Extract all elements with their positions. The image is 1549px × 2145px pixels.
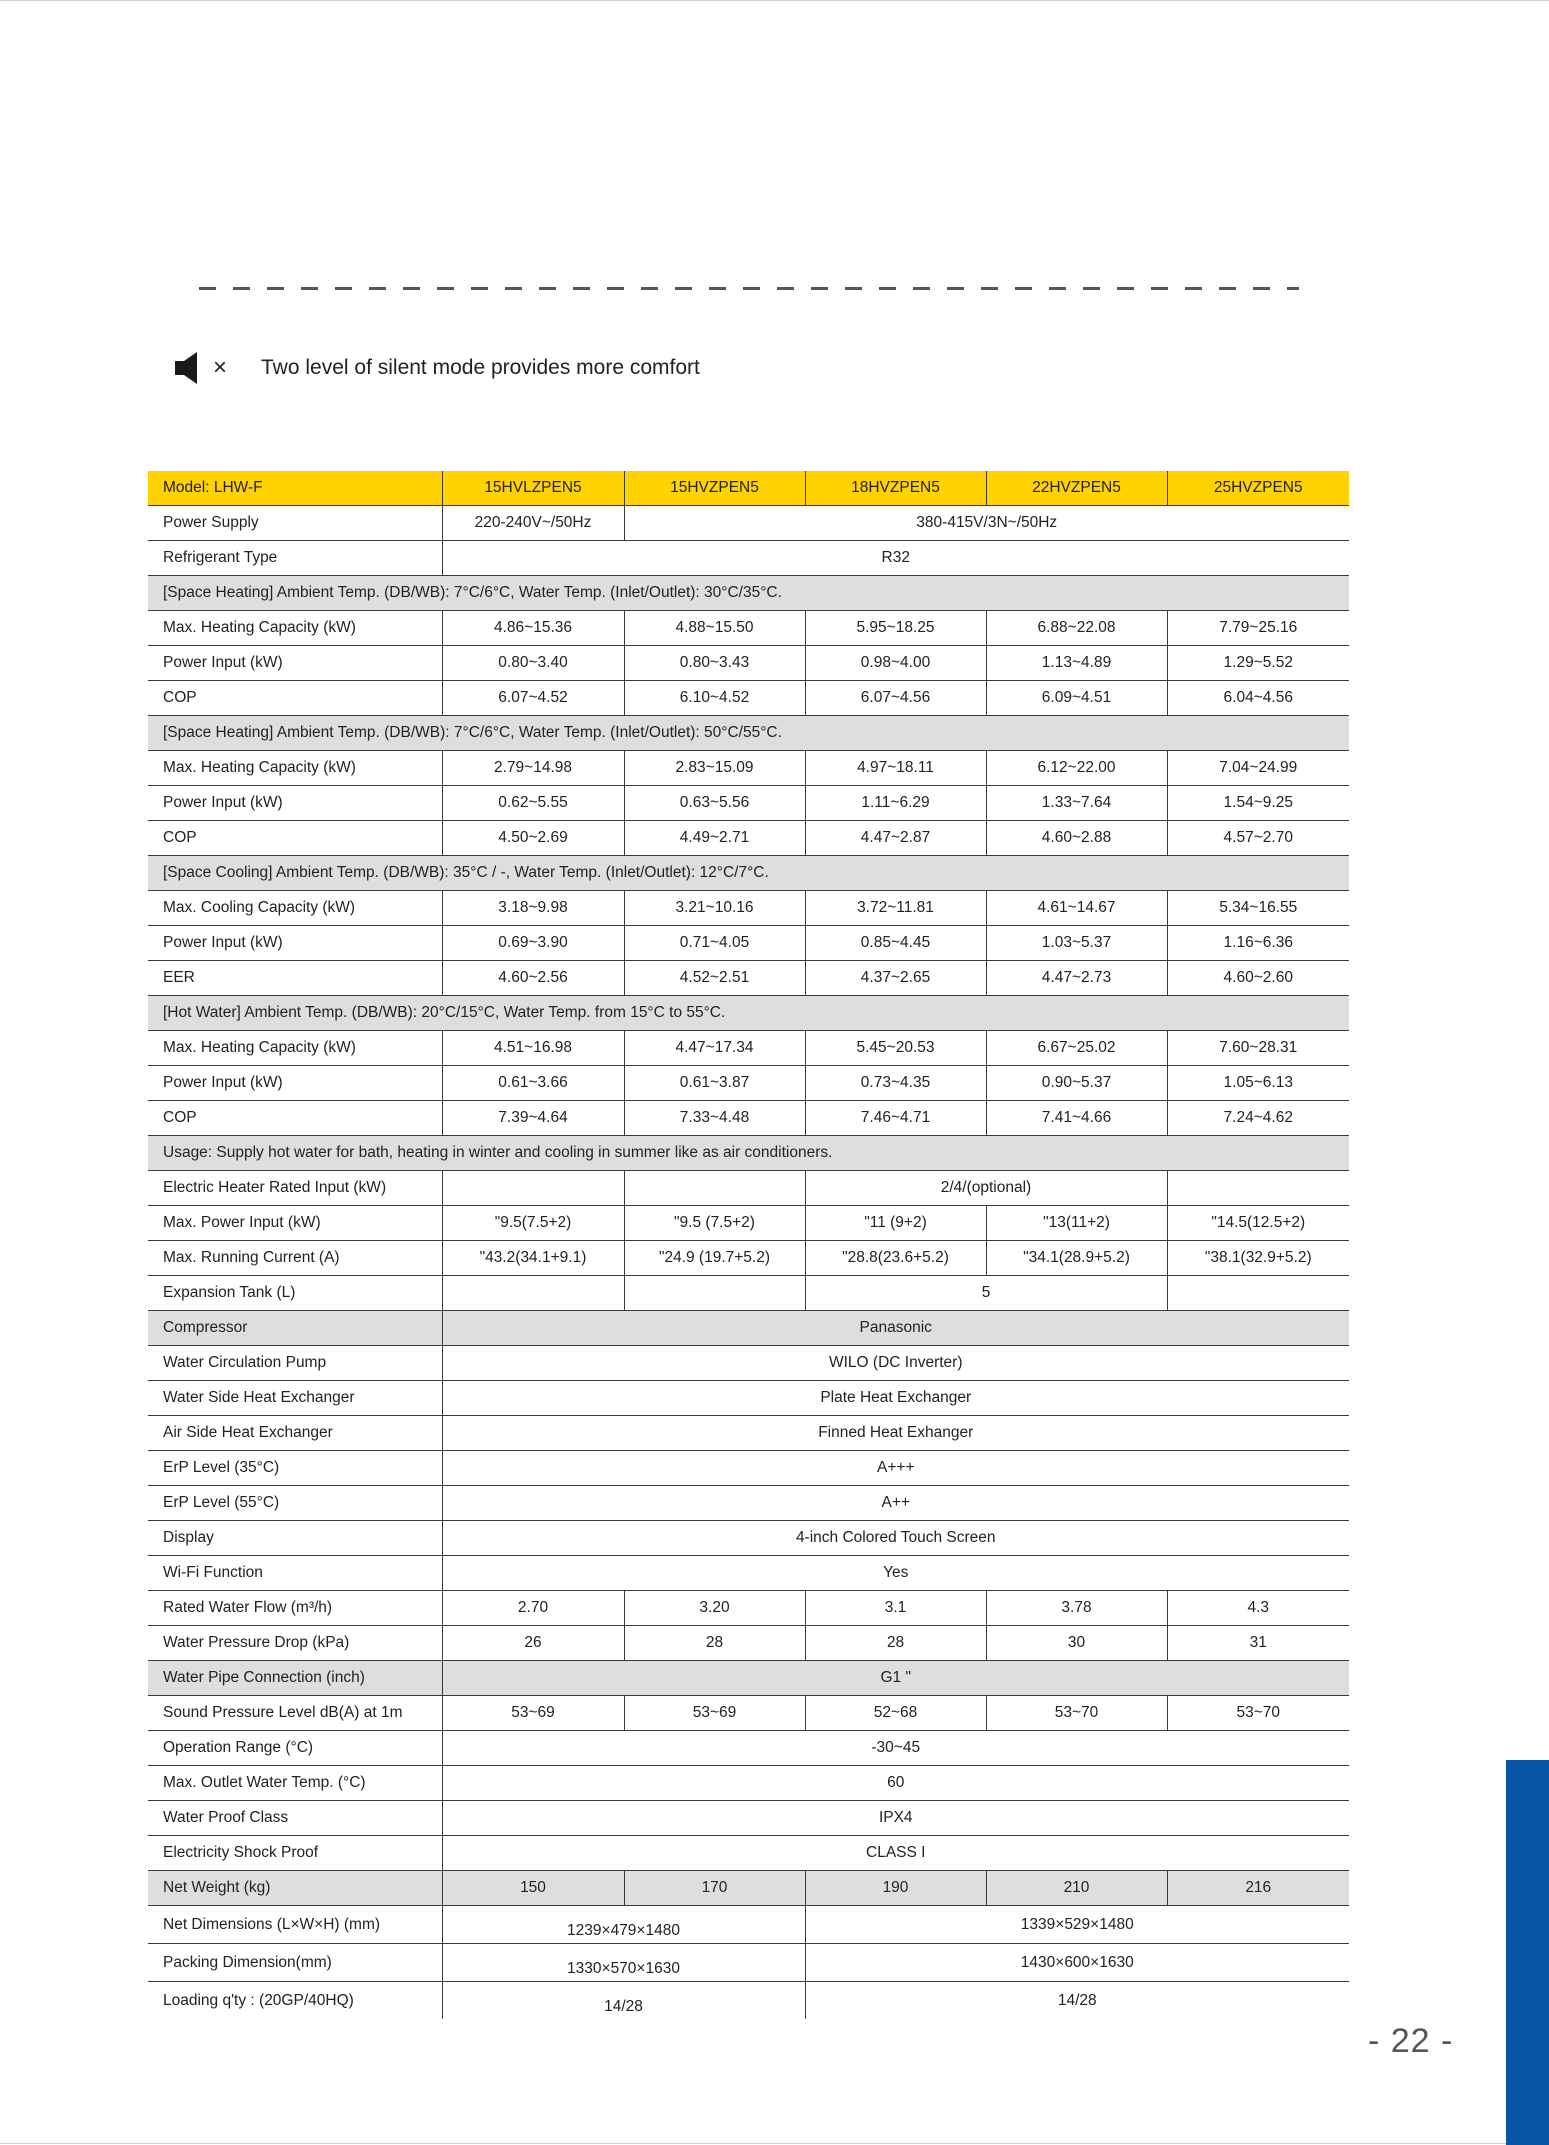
row-label: Power Supply [148,506,442,541]
table-header-row [148,471,1349,506]
cell: 1430×600×1630 [805,1944,1349,1982]
table-row [148,1731,1349,1766]
row-label: Wi-Fi Function [148,1556,442,1591]
table-row [148,821,1349,856]
cell: 2/4/(optional) [805,1171,1167,1206]
cell: 0.63~5.56 [624,786,805,821]
table-row [148,1381,1349,1416]
page-number: - 22 - [1368,2022,1454,2060]
cell: 4-inch Colored Touch Screen [442,1521,1349,1556]
cell: -30~45 [442,1731,1349,1766]
table-row [148,1031,1349,1066]
row-label: Refrigerant Type [148,541,442,576]
row-label: ErP Level (35°C) [148,1451,442,1486]
cell: 6.12~22.00 [986,751,1167,786]
cell: 4.57~2.70 [1167,821,1349,856]
header-model: 15HVZPEN5 [624,471,805,506]
table-row [148,1836,1349,1871]
table-row [148,1311,1349,1346]
table-row [148,1346,1349,1381]
row-label: Packing Dimension(mm) [148,1944,442,1982]
x-mark: × [213,354,228,381]
cell: 28 [624,1626,805,1661]
row-label: Air Side Heat Exchanger [148,1416,442,1451]
cell: 150 [442,1871,624,1906]
cell: A++ [442,1486,1349,1521]
cell: 4.60~2.56 [442,961,624,996]
row-label: ErP Level (55°C) [148,1486,442,1521]
table-row [148,506,1349,541]
header-model: 15HVLZPEN5 [442,471,624,506]
cell: "11 (9+2) [805,1206,986,1241]
cell: 2.70 [442,1591,624,1626]
table-row [148,1801,1349,1836]
cell: "34.1(28.9+5.2) [986,1241,1167,1276]
cell: IPX4 [442,1801,1349,1836]
row-label: Compressor [148,1311,442,1346]
cell: "43.2(34.1+9.1) [442,1241,624,1276]
cell: Panasonic [442,1311,1349,1346]
cell: 28 [805,1626,986,1661]
table-row [148,891,1349,926]
row-label: Display [148,1521,442,1556]
cell: 6.10~4.52 [624,681,805,716]
table-row [148,611,1349,646]
cell: 53~69 [624,1696,805,1731]
row-label: Net Weight (kg) [148,1871,442,1906]
table-row [148,751,1349,786]
row-label: Rated Water Flow (m³/h) [148,1591,442,1626]
table-row [148,681,1349,716]
cell: 6.67~25.02 [986,1031,1167,1066]
cell: "13(11+2) [986,1206,1167,1241]
cell: 170 [624,1871,805,1906]
section-row [148,576,1349,611]
cell: 1239×479×1480 [442,1906,805,1944]
cell: 5.34~16.55 [1167,891,1349,926]
cell: 3.78 [986,1591,1167,1626]
speaker-mute-icon [175,351,201,385]
cell: 14/28 [805,1982,1349,2020]
cell: 0.80~3.43 [624,646,805,681]
cell: R32 [442,541,1349,576]
cell: 3.20 [624,1591,805,1626]
cell: 4.47~2.73 [986,961,1167,996]
cell: 4.60~2.60 [1167,961,1349,996]
cell: 0.61~3.87 [624,1066,805,1101]
row-label: Net Dimensions (L×W×H) (mm) [148,1906,442,1944]
cell: "28.8(23.6+5.2) [805,1241,986,1276]
header-model: 25HVZPEN5 [1167,471,1349,506]
table-row [148,961,1349,996]
cell: Plate Heat Exchanger [442,1381,1349,1416]
cell: 1.13~4.89 [986,646,1167,681]
cell: 53~69 [442,1696,624,1731]
cell [442,1276,624,1311]
cell [624,1276,805,1311]
dashed-divider [199,287,1299,290]
cell: 1339×529×1480 [805,1906,1349,1944]
row-label: Water Pressure Drop (kPa) [148,1626,442,1661]
cell: 4.51~16.98 [442,1031,624,1066]
cell: Finned Heat Exhanger [442,1416,1349,1451]
cell: 53~70 [986,1696,1167,1731]
cell: 6.07~4.56 [805,681,986,716]
cell: 380-415V/3N~/50Hz [624,506,1349,541]
cell: Yes [442,1556,1349,1591]
row-label: Max. Power Input (kW) [148,1206,442,1241]
cell: 1.03~5.37 [986,926,1167,961]
table-row [148,926,1349,961]
cell: 3.1 [805,1591,986,1626]
cell: 216 [1167,1871,1349,1906]
cell: 4.3 [1167,1591,1349,1626]
cell: 0.85~4.45 [805,926,986,961]
cell: 52~68 [805,1696,986,1731]
table-row [148,1241,1349,1276]
cell: 0.98~4.00 [805,646,986,681]
top-border-line [0,0,1549,1]
cell: 26 [442,1626,624,1661]
cell: 7.24~4.62 [1167,1101,1349,1136]
cell: A+++ [442,1451,1349,1486]
cell: 1330×570×1630 [442,1944,805,1982]
cell: 60 [442,1766,1349,1801]
section-title: [Hot Water] Ambient Temp. (DB/WB): 20°C/15°C, Water Temp. from 15°C to 55°C. [148,996,1349,1031]
row-label: Operation Range (°C) [148,1731,442,1766]
section-title: [Space Cooling] Ambient Temp. (DB/WB): 35°C / -, Water Temp. (Inlet/Outlet): 12°C/7°C. [148,856,1349,891]
cell: 5 [805,1276,1167,1311]
cell: 2.79~14.98 [442,751,624,786]
cell: 0.61~3.66 [442,1066,624,1101]
table-row [148,541,1349,576]
cell: WILO (DC Inverter) [442,1346,1349,1381]
cell: 4.47~17.34 [624,1031,805,1066]
row-label: Max. Running Current (A) [148,1241,442,1276]
cell: 14/28 [442,1982,805,2020]
cell [442,1171,624,1206]
table-row [148,1416,1349,1451]
row-label: Max. Heating Capacity (kW) [148,1031,442,1066]
cell: "9.5 (7.5+2) [624,1206,805,1241]
cell: 4.37~2.65 [805,961,986,996]
table-row [148,1871,1349,1906]
cell: 0.62~5.55 [442,786,624,821]
header-model: 22HVZPEN5 [986,471,1167,506]
table-row [148,1521,1349,1556]
table-row [148,1276,1349,1311]
table-row [148,1661,1349,1696]
cell: CLASS I [442,1836,1349,1871]
cell: 220-240V~/50Hz [442,506,624,541]
cell: 1.11~6.29 [805,786,986,821]
cell: 3.18~9.98 [442,891,624,926]
cell: "38.1(32.9+5.2) [1167,1241,1349,1276]
cell: 2.83~15.09 [624,751,805,786]
row-label: Max. Outlet Water Temp. (°C) [148,1766,442,1801]
cell: 190 [805,1871,986,1906]
cell: "14.5(12.5+2) [1167,1206,1349,1241]
usage-note: Usage: Supply hot water for bath, heating in winter and cooling in summer like as air conditioners. [148,1136,1349,1171]
row-label: Electricity Shock Proof [148,1836,442,1871]
cell: 1.16~6.36 [1167,926,1349,961]
cell: 5.95~18.25 [805,611,986,646]
silent-mode-feature [175,350,700,386]
row-label: COP [148,821,442,856]
section-row [148,1136,1349,1171]
table-row [148,1626,1349,1661]
cell: 210 [986,1871,1167,1906]
cell: 7.46~4.71 [805,1101,986,1136]
cell: 7.41~4.66 [986,1101,1167,1136]
table-row [148,1591,1349,1626]
cell: 1.33~7.64 [986,786,1167,821]
row-label: COP [148,681,442,716]
row-label: Water Pipe Connection (inch) [148,1661,442,1696]
cell: 1.54~9.25 [1167,786,1349,821]
table-row [148,1066,1349,1101]
table-row [148,1944,1349,1982]
table-row [148,786,1349,821]
cell: 4.88~15.50 [624,611,805,646]
cell: 7.04~24.99 [1167,751,1349,786]
row-label: Electric Heater Rated Input (kW) [148,1171,442,1206]
table-row [148,646,1349,681]
section-row [148,856,1349,891]
row-label: Power Input (kW) [148,646,442,681]
table-row [148,1101,1349,1136]
section-title: [Space Heating] Ambient Temp. (DB/WB): 7°C/6°C, Water Temp. (Inlet/Outlet): 50°C/55°C. [148,716,1349,751]
header-model: 18HVZPEN5 [805,471,986,506]
cell: 4.60~2.88 [986,821,1167,856]
section-row [148,716,1349,751]
cell: 7.39~4.64 [442,1101,624,1136]
table-row [148,1982,1349,2020]
spec-table [148,471,1349,2019]
cell: 6.09~4.51 [986,681,1167,716]
side-accent-bar [1506,1760,1549,2145]
section-row [148,996,1349,1031]
row-label: Power Input (kW) [148,786,442,821]
table-row [148,1556,1349,1591]
row-label: Sound Pressure Level dB(A) at 1m [148,1696,442,1731]
row-label: Water Proof Class [148,1801,442,1836]
cell: 4.50~2.69 [442,821,624,856]
cell: 7.79~25.16 [1167,611,1349,646]
cell: 0.73~4.35 [805,1066,986,1101]
cell: 4.49~2.71 [624,821,805,856]
cell: 6.88~22.08 [986,611,1167,646]
table-row [148,1766,1349,1801]
cell: 7.33~4.48 [624,1101,805,1136]
table-row [148,1486,1349,1521]
cell: 4.52~2.51 [624,961,805,996]
header-model-label: Model: LHW-F [148,471,442,506]
cell: "24.9 (19.7+5.2) [624,1241,805,1276]
cell: 30 [986,1626,1167,1661]
row-label: Water Side Heat Exchanger [148,1381,442,1416]
cell: 0.90~5.37 [986,1066,1167,1101]
cell: 31 [1167,1626,1349,1661]
cell: 0.71~4.05 [624,926,805,961]
row-label: Max. Heating Capacity (kW) [148,611,442,646]
cell: 6.07~4.52 [442,681,624,716]
cell: 5.45~20.53 [805,1031,986,1066]
cell: 3.21~10.16 [624,891,805,926]
cell: 1.05~6.13 [1167,1066,1349,1101]
row-label: Expansion Tank (L) [148,1276,442,1311]
cell: 0.80~3.40 [442,646,624,681]
cell: 4.47~2.87 [805,821,986,856]
cell: 4.97~18.11 [805,751,986,786]
cell: 0.69~3.90 [442,926,624,961]
section-title: [Space Heating] Ambient Temp. (DB/WB): 7°C/6°C, Water Temp. (Inlet/Outlet): 30°C/35°C. [148,576,1349,611]
table-row [148,1206,1349,1241]
cell: 4.86~15.36 [442,611,624,646]
cell [624,1171,805,1206]
cell: "9.5(7.5+2) [442,1206,624,1241]
cell: 6.04~4.56 [1167,681,1349,716]
cell: G1 " [442,1661,1349,1696]
row-label: Power Input (kW) [148,926,442,961]
row-label: COP [148,1101,442,1136]
table-row [148,1906,1349,1944]
table-row [148,1451,1349,1486]
table-row [148,1696,1349,1731]
cell: 53~70 [1167,1696,1349,1731]
row-label: Max. Cooling Capacity (kW) [148,891,442,926]
table-row [148,1171,1349,1206]
cell: 4.61~14.67 [986,891,1167,926]
bottom-border-line [0,2143,1506,2144]
cell [1167,1276,1349,1311]
row-label: Max. Heating Capacity (kW) [148,751,442,786]
row-label: Water Circulation Pump [148,1346,442,1381]
feature-text: Two level of silent mode provides more comfort [261,356,700,379]
cell: 1.29~5.52 [1167,646,1349,681]
cell: 3.72~11.81 [805,891,986,926]
cell: 7.60~28.31 [1167,1031,1349,1066]
row-label: Loading q'ty : (20GP/40HQ) [163,1991,354,2009]
row-label: Power Input (kW) [148,1066,442,1101]
row-label: EER [148,961,442,996]
cell [1167,1171,1349,1206]
